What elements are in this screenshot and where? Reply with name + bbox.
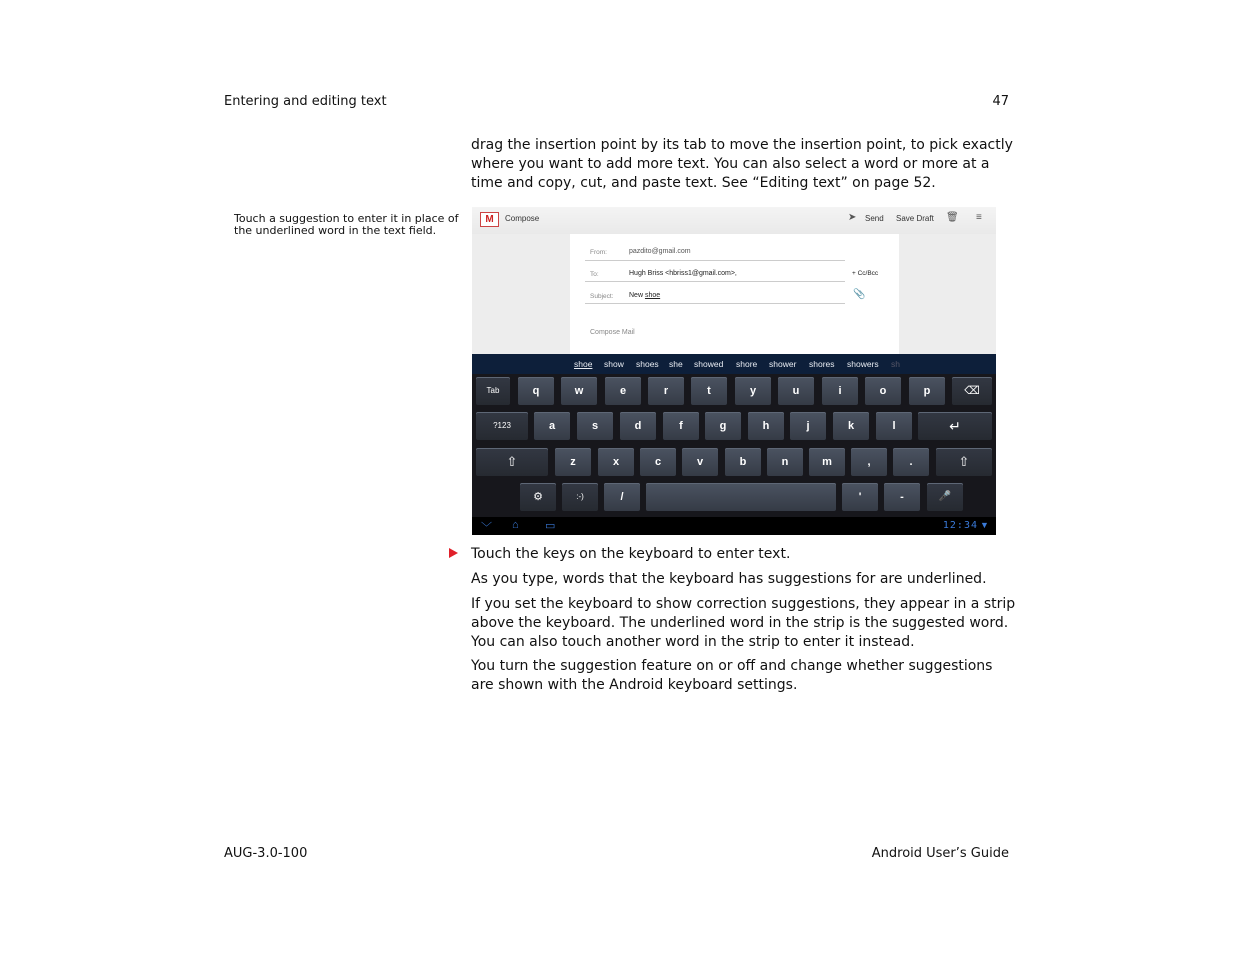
key-shift-right[interactable]: ⇧ [936,448,992,476]
subject-underlined-word: shoe [644,292,661,299]
key-backspace[interactable]: ⌫ [952,377,992,405]
key-l[interactable]: l [876,412,912,440]
key-n[interactable]: n [767,448,803,476]
menu-icon[interactable]: ≡ [976,212,982,223]
bullet-step: Touch the keys on the keyboard to enter text. [471,546,791,562]
to-label: To: [590,271,599,278]
key-slash[interactable]: / [604,483,640,511]
key-p[interactable]: p [909,377,945,405]
key-o[interactable]: o [865,377,901,405]
save-draft-button[interactable]: Save Draft [896,214,934,223]
suggestion[interactable]: shower [769,359,797,369]
key-tab[interactable]: Tab [476,377,510,405]
suggestion[interactable]: showers [847,359,879,369]
page-number: 47 [992,94,1009,109]
bullet-arrow-icon [449,548,458,558]
suggestion[interactable]: showed [694,359,724,369]
signal-icon: ▼ [980,520,989,530]
subject-prefix: New [629,292,645,299]
cc-bcc-button[interactable]: + Cc/Bcc [852,270,879,277]
key-f[interactable]: f [663,412,699,440]
send-icon[interactable]: ➤ [848,212,857,223]
key-v[interactable]: v [682,448,718,476]
key-dash[interactable]: - [884,483,920,511]
figure-caption: Touch a suggestion to enter it in place of the underlined word in the text field. [234,212,459,237]
compose-topbar [472,207,996,234]
suggestion[interactable]: shores [809,359,835,369]
key-symbols[interactable]: ?123 [476,412,528,440]
key-q[interactable]: q [518,377,554,405]
key-m[interactable]: m [809,448,845,476]
key-r[interactable]: r [648,377,684,405]
suggestion[interactable]: shore [736,359,758,369]
home-icon[interactable]: ⌂ [512,519,519,531]
suggestion[interactable]: sh [891,359,900,369]
status-clock: 12:34 [942,520,978,531]
key-j[interactable]: j [790,412,826,440]
subject-divider [585,303,845,304]
suggestion[interactable]: she [669,359,683,369]
key-w[interactable]: w [561,377,597,405]
key-h[interactable]: h [748,412,784,440]
key-t[interactable]: t [691,377,727,405]
key-s[interactable]: s [577,412,613,440]
suggestion[interactable]: shoes [636,359,659,369]
keyboard-screenshot [472,207,996,535]
key-e[interactable]: e [605,377,641,405]
from-value: pazdito@gmail.com [629,248,691,255]
key-b[interactable]: b [725,448,761,476]
paragraph: If you set the keyboard to show correction suggestions, they appear in a strip above the keyboard. The underlined word in the strip is the suggested word. You can also touch another word in the strip to enter it instead. [471,596,1016,650]
key-smiley[interactable]: :-) [562,483,598,511]
back-icon[interactable]: ﹀ [481,522,492,534]
paragraph: You turn the suggestion feature on or off and change whether suggestions are shown with the Android keyboard settings. [471,658,993,693]
key-shift-left[interactable]: ⇧ [476,448,548,476]
send-button[interactable]: Send [865,214,884,223]
key-comma[interactable]: , [851,448,887,476]
attach-icon[interactable]: 📎 [853,289,866,300]
running-header: Entering and editing text [224,94,387,109]
key-k[interactable]: k [833,412,869,440]
key-z[interactable]: z [555,448,591,476]
suggestion[interactable]: shoe [574,359,593,369]
key-period[interactable]: . [893,448,929,476]
to-divider [585,281,845,282]
intro-paragraph: drag the insertion point by its tab to move the insertion point, to pick exactly where you want to add more text. You can also select a word or more at a time and copy, cut, and paste text. See “Editing text” on page 52. [471,137,1013,191]
suggestion[interactable]: show [604,359,624,369]
key-microphone[interactable]: 🎤 [927,483,963,511]
key-apostrophe[interactable]: ' [842,483,878,511]
key-a[interactable]: a [534,412,570,440]
key-settings[interactable]: ⚙ [520,483,556,511]
gmail-icon: M [480,212,499,227]
soft-keyboard [472,354,996,535]
footer-guide-title: Android User’s Guide [871,846,1009,861]
from-label: From: [590,249,607,256]
compose-sheet [570,234,899,354]
key-space[interactable] [646,483,836,511]
system-bar [472,517,996,535]
key-c[interactable]: c [640,448,676,476]
from-divider [585,260,845,261]
to-field[interactable]: Hugh Briss <hbriss1@gmail.com>, [629,270,737,277]
compose-title: Compose [505,214,540,223]
key-y[interactable]: y [735,377,771,405]
recent-apps-icon[interactable]: ▭ [545,520,556,532]
subject-field[interactable] [629,292,660,299]
footer-doc-id: AUG-3.0-100 [224,846,308,861]
compose-body[interactable]: Compose Mail [590,329,635,336]
key-enter[interactable]: ↵ [918,412,992,440]
paragraph: As you type, words that the keyboard has suggestions for are underlined. [471,571,987,587]
key-x[interactable]: x [598,448,634,476]
trash-icon[interactable]: 🗑 [946,212,959,223]
key-i[interactable]: i [822,377,858,405]
key-u[interactable]: u [778,377,814,405]
subject-label: Subject: [590,293,614,300]
key-g[interactable]: g [705,412,741,440]
key-d[interactable]: d [620,412,656,440]
suggestion-strip [472,354,996,374]
